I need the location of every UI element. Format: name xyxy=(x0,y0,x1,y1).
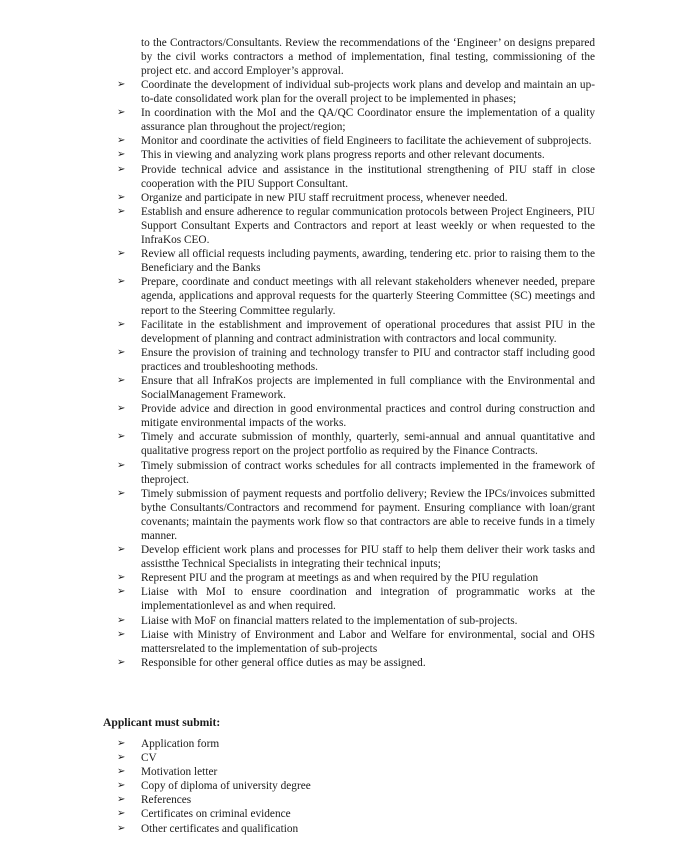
list-item: ➢ Liaise with MoF on financial matters related to the implementation of sub-projects. xyxy=(117,614,518,627)
list-item: ➢ References xyxy=(117,794,192,807)
intro-paragraph: to the Contractors/Consultants. Review the recommendations of the ‘Engineer’ on designs prepared by the civil works contractors a method of implementation, final testing, commissioning of the project etc. and accord Employer’s approval. xyxy=(141,37,595,78)
submit-list xyxy=(117,737,417,836)
arrow-bullet-icon: ➢ xyxy=(117,403,126,415)
list-item: ➢ Ensure that all InfraKos projects are implemented in full compliance with the Environmental and SocialManagement Framework. xyxy=(117,374,595,402)
arrow-bullet-icon: ➢ xyxy=(117,346,126,358)
submit-heading: Applicant must submit: xyxy=(103,716,221,729)
arrow-bullet-icon: ➢ xyxy=(117,614,126,626)
arrow-bullet-icon: ➢ xyxy=(117,544,126,556)
list-item: ➢ Other certificates and qualification xyxy=(117,822,299,835)
arrow-bullet-icon: ➢ xyxy=(117,163,126,175)
list-item: ➢ Certificates on criminal evidence xyxy=(117,808,291,821)
arrow-bullet-icon: ➢ xyxy=(117,374,126,386)
arrow-bullet-icon: ➢ xyxy=(117,459,126,471)
list-item: ➢ Responsible for other general office duties as may be assigned. xyxy=(117,656,426,669)
arrow-bullet-icon: ➢ xyxy=(117,79,126,90)
arrow-bullet-icon: ➢ xyxy=(117,628,126,640)
list-item: ➢ Review all official requests including payments, awarding, tendering etc. prior to raising them to the Beneficiary and the Banks xyxy=(117,248,595,275)
arrow-bullet-icon: ➢ xyxy=(117,780,126,792)
list-item: ➢ Prepare, coordinate and conduct meetings with all relevant stakeholders whenever needed, prepare agenda, applications and approval requests for the quarterly Steering Committee (SC) meetings and report to the Steering Committee regularly. xyxy=(117,276,595,317)
arrow-bullet-icon: ➢ xyxy=(117,205,126,217)
list-item: ➢ Organize and participate in new PIU staff recruitment process, whenever needed. xyxy=(117,191,508,204)
arrow-bullet-icon: ➢ xyxy=(117,191,126,203)
list-item: ➢ Monitor and coordinate the activities of field Engineers to facilitate the achievement of subprojects. xyxy=(117,135,592,148)
list-item: ➢ Provide technical advice and assistance in the institutional strengthening of PIU staff in close cooperation with the PIU Support Consultant. xyxy=(117,163,595,190)
list-item: ➢ This in viewing and analyzing work plans progress reports and other relevant documents. xyxy=(117,149,545,162)
list-item: ➢ Provide advice and direction in good environmental practices and control during construction and mitigate environmental impacts of the works. xyxy=(117,403,595,430)
arrow-bullet-icon: ➢ xyxy=(117,107,126,119)
arrow-bullet-icon: ➢ xyxy=(117,586,126,598)
list-item: ➢ Ensure the provision of training and technology transfer to PIU and contractor staff including good practices and troubleshooting methods. xyxy=(117,346,595,373)
list-item: ➢ Liaise with MoI to ensure coordination and integration of programmatic works at the implementationlevel as and when required. xyxy=(117,586,595,613)
arrow-bullet-icon: ➢ xyxy=(117,318,126,330)
arrow-bullet-icon: ➢ xyxy=(117,766,126,778)
list-item: ➢ Application form xyxy=(117,738,220,750)
list-item: ➢ Timely and accurate submission of monthly, quarterly, semi-annual and annual quantitative and qualitative progress report on the project portfolio as required by the Finance Contracts. xyxy=(117,431,595,458)
list-item: ➢ Facilitate in the establishment and improvement of operational procedures that assist PIU in the development of planning and contract administration with contractors and local community. xyxy=(117,318,595,345)
list-item: ➢ Timely submission of contract works schedules for all contracts implemented in the framework of theproject. xyxy=(117,459,595,486)
list-item: ➢ Represent PIU and the program at meetings as and when required by the PIU regulation xyxy=(117,572,539,585)
list-item: ➢ Coordinate the development of individual sub-projects work plans and develop and maintain an up- to-date consolidated work plan for the overall project to be implemented in phases; xyxy=(117,79,595,106)
list-item: ➢ Develop efficient work plans and processes for PIU staff to help them deliver their work tasks and assistthe Technical Specialists in integrating their technical inputs; xyxy=(117,544,595,571)
arrow-bullet-icon: ➢ xyxy=(117,572,126,584)
list-item: ➢ Motivation letter xyxy=(117,766,218,779)
arrow-bullet-icon: ➢ xyxy=(117,276,126,288)
arrow-bullet-icon: ➢ xyxy=(117,487,126,499)
list-item: ➢ Liaise with Ministry of Environment and Labor and Welfare for environmental, social and OHS mattersrelated to the implementation of sub-projects xyxy=(117,628,595,655)
arrow-bullet-icon: ➢ xyxy=(117,808,126,820)
list-item: ➢ CV xyxy=(117,752,157,765)
list-item: ➢ Timely submission of payment requests and portfolio delivery; Review the IPCs/invoices submitted bythe Consultants/Contractors and recommend for payment. Ensuring compliance with loan/grant covenants; maintain the payments work flow so that contractors are able to receive funds in a timely manner. xyxy=(117,487,595,542)
list-item: ➢ Establish and ensure adherence to regular communication protocols between Project Engineers, PIU Support Consultant Experts and Contractors and report at least weekly or when requested to the InfraKos CEO. xyxy=(117,205,595,247)
arrow-bullet-icon: ➢ xyxy=(117,656,126,668)
arrow-bullet-icon: ➢ xyxy=(117,431,126,443)
duties-list xyxy=(117,78,595,670)
list-item: ➢ In coordination with the MoI and the QA/QC Coordinator ensure the implementation of a quality assurance plan throughout the project/region; xyxy=(117,107,595,134)
arrow-bullet-icon: ➢ xyxy=(117,752,126,764)
arrow-bullet-icon: ➢ xyxy=(117,738,126,749)
arrow-bullet-icon: ➢ xyxy=(117,149,126,161)
arrow-bullet-icon: ➢ xyxy=(117,248,126,260)
arrow-bullet-icon: ➢ xyxy=(117,794,126,806)
list-item: ➢ Copy of diploma of university degree xyxy=(117,780,311,793)
arrow-bullet-icon: ➢ xyxy=(117,822,126,834)
arrow-bullet-icon: ➢ xyxy=(117,135,126,147)
